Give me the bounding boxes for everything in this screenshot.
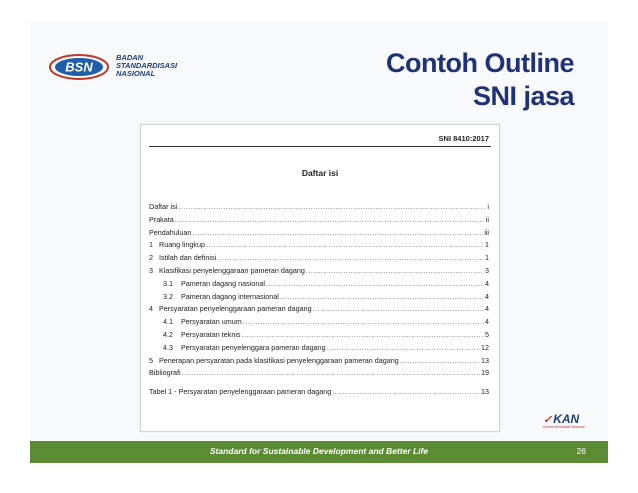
toc-entry-text: Pendahuluan: [149, 227, 192, 237]
toc-entry: [149, 215, 489, 228]
toc-entry: [149, 253, 489, 266]
toc-entry: [149, 228, 489, 241]
toc-entry: [149, 368, 489, 381]
toc-entry-text: Tabel 1 - Persyaratan penyelenggaraan pameran dagang: [149, 387, 332, 397]
toc-leader-dots: [175, 215, 485, 224]
toc-heading: Daftar isi: [301, 168, 339, 178]
toc-entry-page: 4: [485, 304, 489, 314]
toc-entry-text: Daftar isi: [149, 202, 178, 211]
toc-entry: [149, 330, 489, 343]
toc-leader-dots: [242, 330, 484, 339]
toc-leader-dots: [332, 387, 480, 396]
toc-entry: [149, 279, 489, 292]
kan-logo-mark: [543, 412, 603, 426]
toc-entry-text: Penerapan persyaratan pada klasifikasi penyelenggaraan pameran dagang: [159, 355, 399, 365]
toc-entry: [149, 266, 489, 279]
slide-title-line1: Contoh Outline: [386, 48, 574, 78]
toc-leader-dots: [217, 253, 484, 262]
toc-entry-number: 2: [149, 253, 153, 263]
toc-leader-dots: [192, 228, 483, 237]
toc-entry-text: Pameran dagang nasional: [181, 278, 265, 288]
bsn-logo: [48, 52, 188, 84]
table-of-contents: [149, 202, 489, 400]
toc-entry-text: Ruang lingkup: [159, 240, 205, 250]
toc-entry-page: 1: [485, 240, 489, 250]
kan-logo: [543, 412, 603, 434]
toc-entry-page: 13: [481, 387, 489, 397]
toc-entry-page: 3: [485, 265, 489, 275]
toc-leader-dots: [327, 343, 480, 352]
toc-entry-number: 4.1: [163, 317, 173, 327]
document-image: [140, 124, 500, 432]
toc-entry-page: 4: [485, 317, 489, 327]
footer-bar: [30, 441, 608, 463]
toc-entry-number: 3.2: [163, 291, 173, 301]
toc-leader-dots: [313, 304, 484, 313]
toc-leader-dots: [243, 317, 484, 326]
toc-entry: [149, 317, 489, 330]
toc-entry-text: Persyaratan umum: [181, 317, 242, 327]
toc-entry-page: 4: [485, 278, 489, 288]
bsn-logo-line2: STANDARDISASI: [116, 61, 178, 70]
toc-entry: [149, 343, 489, 356]
toc-entry-page: iii: [484, 227, 489, 237]
toc-leader-dots: [400, 356, 480, 365]
document-code: SNI 8410:2017: [438, 134, 489, 143]
toc-leader-dots: [182, 368, 480, 377]
toc-entry-number: 4: [149, 304, 153, 314]
bsn-logo-icon: [48, 52, 110, 82]
toc-leader-dots: [178, 202, 486, 211]
toc-entry-text: Pameran dagang internasional: [181, 291, 279, 301]
toc-entry-number: 5: [149, 355, 153, 365]
header-rule: [149, 146, 491, 147]
toc-entry-text: Persyaratan penyelenggaraan pameran dagang: [159, 304, 312, 314]
toc-entry-page: 1: [485, 253, 489, 263]
toc-entry: [149, 292, 489, 305]
toc-entry-number: 4.3: [163, 342, 173, 352]
check-icon: ✓: [543, 414, 553, 426]
toc-entry-number: 3: [149, 265, 153, 275]
toc-leader-dots: [206, 240, 484, 249]
toc-leader-dots: [306, 266, 484, 275]
toc-entry: [149, 304, 489, 317]
slide-title-line2: SNI jasa: [472, 81, 574, 111]
toc-entry-page: 13: [481, 355, 489, 365]
kan-logo-abbr: KAN: [553, 412, 580, 426]
toc-entry: [149, 356, 489, 369]
toc-entry-page: 19: [481, 368, 489, 378]
toc-entry-number: 4.2: [163, 329, 173, 339]
toc-entry-page: ii: [485, 214, 489, 224]
toc-entry-page: 5: [485, 329, 489, 339]
kan-logo-subtitle: Komite Akreditasi Nasional: [543, 425, 585, 429]
toc-entry-number: 3.1: [163, 278, 173, 288]
footer-tagline: Standard for Sustainable Development and Better Life: [209, 446, 429, 456]
toc-entry-text: Persyaratan penyelenggara pameran dagang: [181, 342, 326, 352]
bsn-logo-line1: BADAN: [116, 53, 144, 62]
slide-title: [386, 47, 574, 113]
toc-entry: [149, 387, 489, 400]
slide-page-number: 26: [576, 446, 586, 456]
toc-entry-page: 12: [481, 342, 489, 352]
toc-entry-page: i: [487, 202, 489, 211]
bsn-logo-abbr: BSN: [65, 59, 93, 75]
toc-entry-text: Persyaratan teknis: [181, 329, 241, 339]
toc-entry-text: Prakata: [149, 214, 174, 224]
toc-entry: [149, 240, 489, 253]
toc-entry-text: Bibliografi: [149, 368, 181, 378]
toc-leader-dots: [266, 279, 484, 288]
toc-leader-dots: [280, 292, 484, 301]
toc-entry-text: Istilah dan definisi: [159, 253, 217, 263]
toc-entry: [149, 202, 489, 215]
toc-entry-page: 4: [485, 291, 489, 301]
bsn-logo-line3: NASIONAL: [116, 69, 156, 78]
bsn-logo-text: [116, 54, 177, 78]
toc-entry-number: 1: [149, 240, 153, 250]
toc-entry-text: Klasifikasi penyelenggaraan pameran dagang: [159, 265, 305, 275]
